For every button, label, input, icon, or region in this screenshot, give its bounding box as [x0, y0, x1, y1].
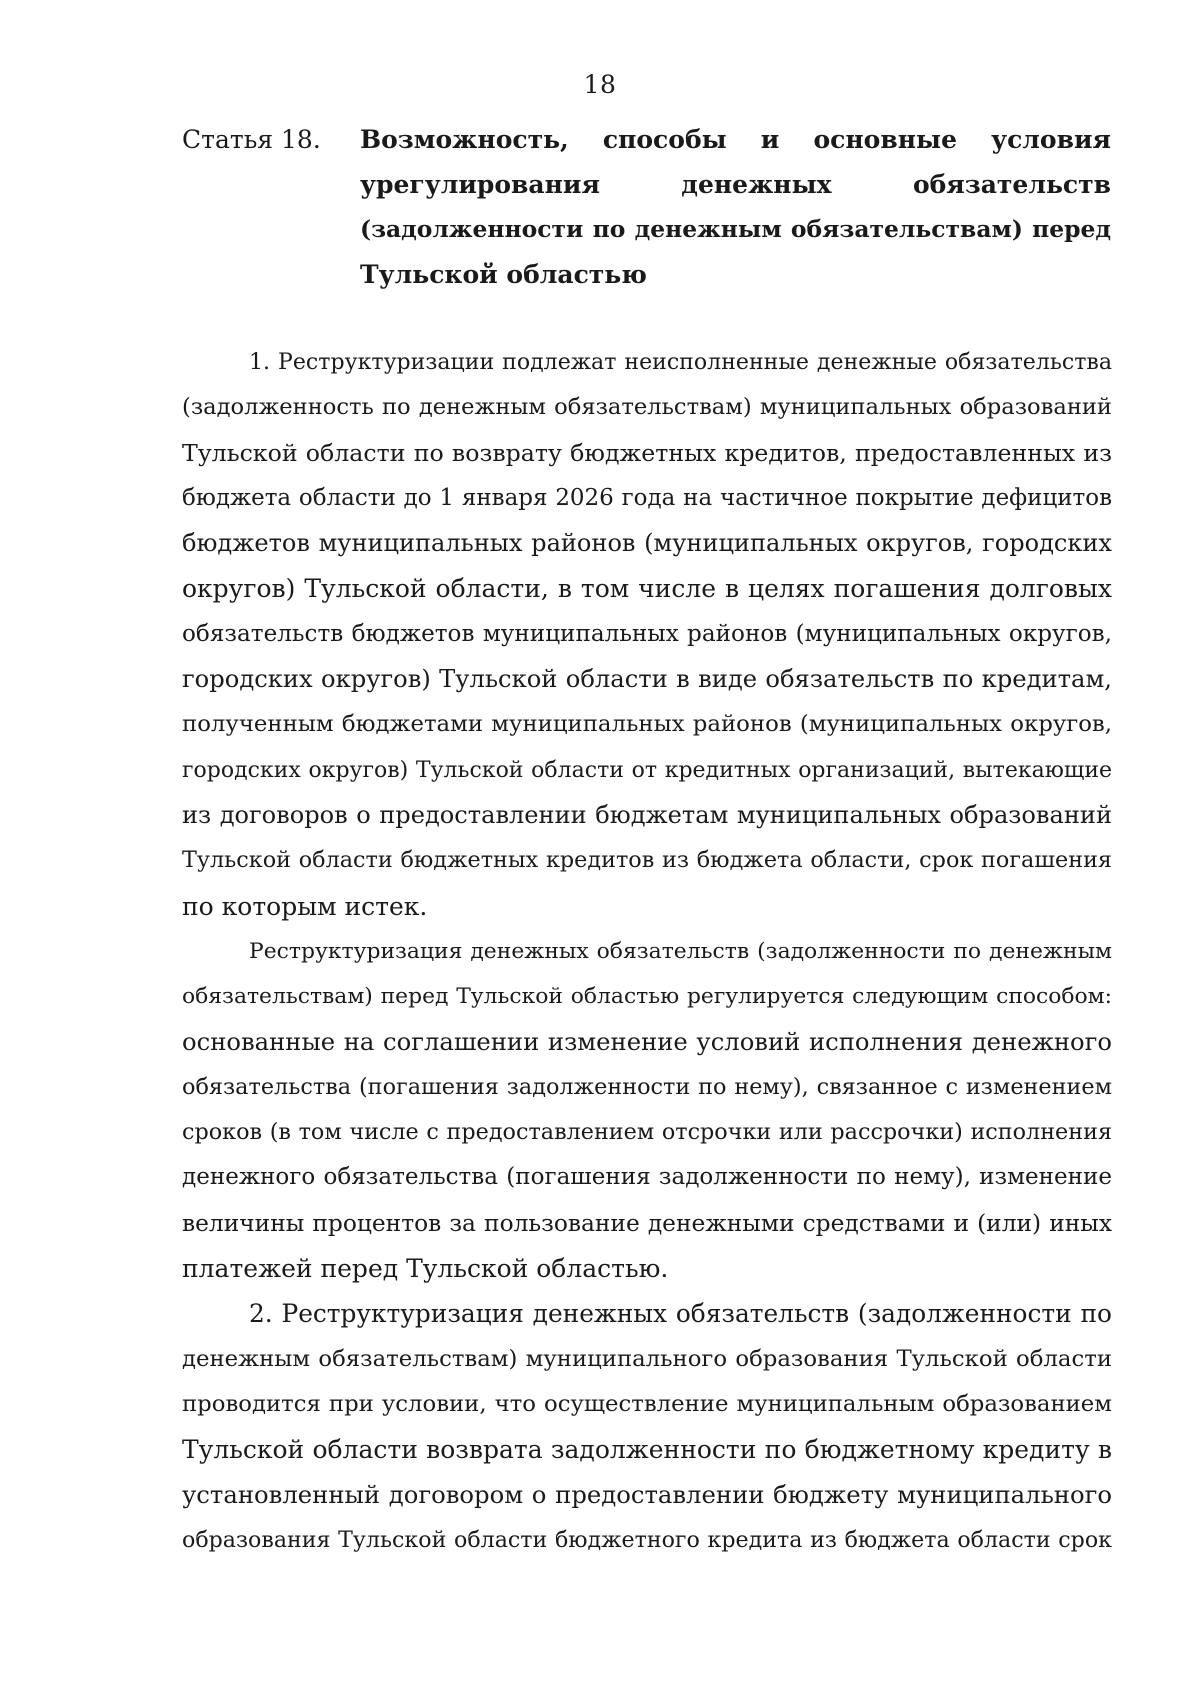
text-line: округов) Тульской области, в том числе в целях погашения долговых: [182, 574, 1112, 604]
text-line: полученным бюджетами муниципальных районов (муниципальных округов,: [182, 711, 1112, 738]
paragraph-1: [182, 340, 1112, 929]
article-title: [360, 117, 1111, 297]
text-line: Тульской области бюджетных кредитов из бюджета области, срок погашения: [182, 847, 1112, 874]
text-line: Тульской области по возврату бюджетных кредитов, предоставленных из: [182, 438, 1112, 467]
text-line: 1. Реструктуризации подлежат неисполненные денежные обязательства: [249, 350, 1112, 375]
text-line: величины процентов за пользование денежными средствами и (или) иных: [182, 1209, 1112, 1237]
paragraph-3: [182, 1291, 1112, 1563]
paragraph-2: [182, 929, 1112, 1291]
article-body: [182, 340, 1112, 1563]
text-line: обязательствам) перед Тульской областью регулируется следующим способом:: [182, 984, 1112, 1010]
text-line: из договоров о предоставлении бюджетам муниципальных образований: [182, 800, 1112, 829]
text-line: Реструктуризация денежных обязательств (задолженности по денежным: [249, 938, 1112, 964]
text-line: денежного обязательства (погашения задолженности по нему), изменение: [182, 1164, 1112, 1191]
text-line: городских округов) Тульской области в виде обязательств по кредитам,: [182, 665, 1112, 694]
page-number: 18: [583, 70, 617, 99]
text-line: платежей перед Тульской областью.: [182, 1253, 669, 1283]
text-line: денежным обязательствам) муниципального образования Тульской области: [182, 1345, 1112, 1372]
text-line: бюджетов муниципальных районов (муниципальных округов, городских: [182, 529, 1112, 558]
text-line: образования Тульской области бюджетного кредита из бюджета области срок: [182, 1526, 1112, 1553]
text-line: обязательств бюджетов муниципальных районов (муниципальных округов,: [182, 620, 1112, 647]
text-line: проводится при условии, что осуществление муниципальным образованием: [182, 1390, 1112, 1417]
text-line: по которым истек.: [182, 891, 428, 921]
text-line: бюджета области до 1 января 2026 года на частичное покрытие дефицитов: [182, 484, 1112, 511]
article-title-line: урегулирования денежных обязательств: [360, 170, 1111, 199]
text-line: 2. Реструктуризация денежных обязательств (задолженности по: [249, 1299, 1112, 1329]
article-title-line: (задолженности по денежным обязательствам) перед: [360, 215, 1111, 243]
text-line: (задолженность по денежным обязательствам) муниципальных образований: [182, 394, 1112, 421]
text-line: установленный договором о предоставлении бюджету муниципального: [182, 1480, 1112, 1510]
text-line: Тульской области возврата задолженности по бюджетному кредиту в: [182, 1435, 1112, 1465]
text-line: сроков (в том числе с предоставлением отсрочки или рассрочки) исполнения: [182, 1119, 1112, 1146]
article-title-line: Возможность, способы и основные условия: [360, 125, 1111, 154]
article-title-line: Тульской областью: [360, 260, 647, 289]
text-line: основанные на соглашении изменение условий исполнения денежного: [182, 1027, 1112, 1057]
text-line: обязательства (погашения задолженности по нему), связанное с изменением: [182, 1073, 1112, 1100]
text-line: городских округов) Тульской области от кредитных организаций, вытекающие: [182, 757, 1112, 783]
article-label: Статья 18.: [182, 125, 321, 154]
